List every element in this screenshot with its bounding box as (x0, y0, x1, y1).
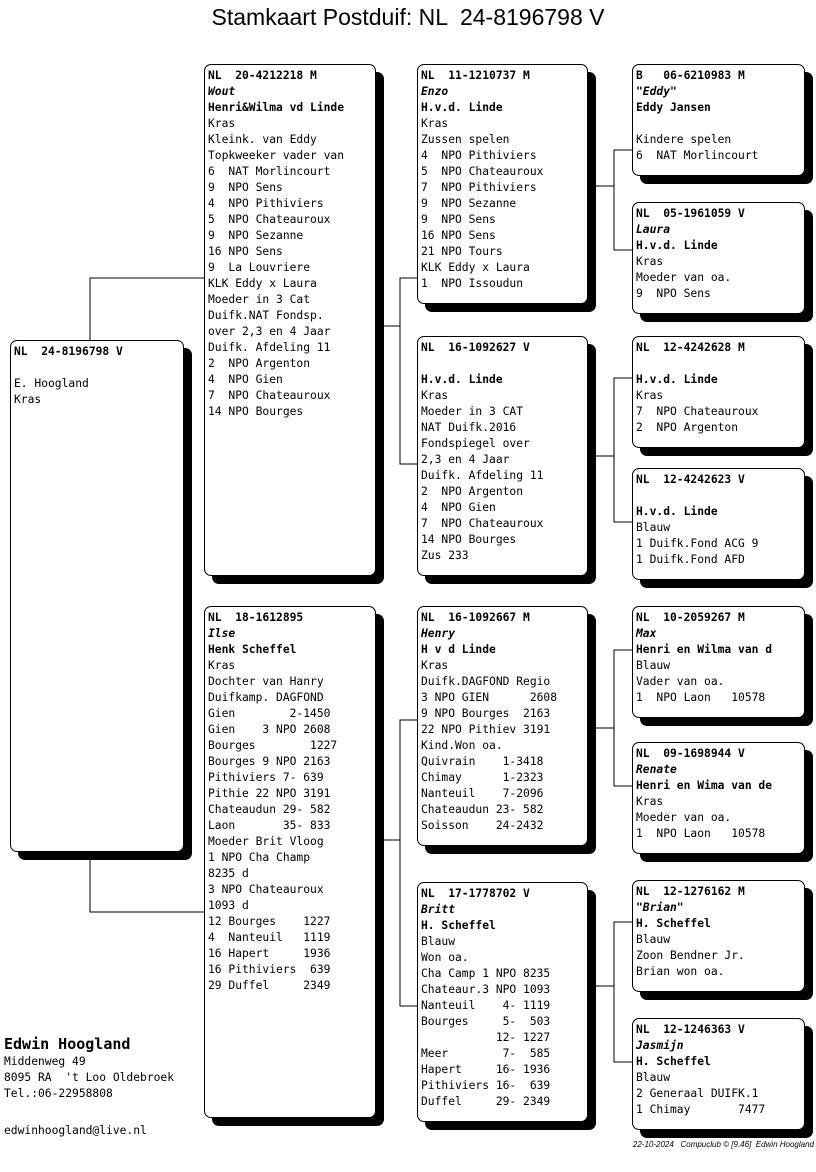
pigeon-card-mother (204, 606, 376, 1118)
info-line: 1 Duifk.Fond AFD (636, 553, 745, 566)
info-line: Moeder in 3 CAT (421, 405, 524, 418)
info-line: Gien 2-1450 (208, 707, 331, 720)
ring-number: NL 12-1276162 M (636, 885, 745, 898)
info-line: 2 Generaal DUIFK.1 (636, 1087, 759, 1100)
info-line: 3 NPO Chateauroux (208, 883, 324, 896)
info-line: Kras (636, 255, 664, 268)
info-line: Pithiviers 7- 639 (208, 771, 324, 784)
pigeon-name (636, 356, 801, 372)
info-line: Moeder van oa. (636, 271, 732, 284)
info-line: Kind.Won oa. (421, 739, 503, 752)
breeder-name: H.v.d. Linde (421, 101, 503, 114)
info-line: 4 NPO Gien (208, 373, 283, 386)
info-line: over 2,3 en 4 Jaar (208, 325, 331, 338)
breeder-name: H. Scheffel (421, 919, 496, 932)
info-line: 16 NPO Sens (208, 245, 283, 258)
pigeon-name: Henry (421, 627, 456, 640)
info-line: Vader van oa. (636, 675, 725, 688)
info-line: Bourges 5- 503 (421, 1015, 551, 1028)
info-line: Topkweeker vader van (208, 149, 345, 162)
ring-number: NL 12-4242623 V (636, 473, 745, 486)
pigeon-card-mother-mother (417, 882, 588, 1122)
pigeon-card-fmf (632, 336, 805, 448)
info-line: Duifk. Afdeling 11 (421, 469, 544, 482)
info-line: 9 NPO Sens (636, 287, 711, 300)
owner-address-line: Middenweg 49 (4, 1055, 86, 1068)
info-line: 7 NPO Chateauroux (636, 405, 759, 418)
breeder-name: Eddy Jansen (636, 101, 711, 114)
info-line: Duffel 29- 2349 (421, 1095, 551, 1108)
info-line: 9 La Louvriere (208, 261, 311, 274)
breeder-name: H.v.d. Linde (636, 373, 718, 386)
info-line: 29 Duffel 2349 (208, 979, 331, 992)
pigeon-name: Wout (208, 85, 236, 98)
info-line: Blauw (636, 933, 671, 946)
info-line: Kindere spelen (636, 133, 732, 146)
breeder-name: Henri en Wilma van d (636, 643, 773, 656)
info-line: 16 Pithiviers 639 (208, 963, 331, 976)
ring-number: NL 12-4242628 M (636, 341, 745, 354)
pigeon-card-father-mother (417, 336, 588, 576)
breeder-name: H. Scheffel (636, 917, 711, 930)
info-line: NAT Duifk.2016 (421, 421, 517, 434)
pigeon-name (421, 356, 584, 372)
info-line: Duifk. Afdeling 11 (208, 341, 331, 354)
info-line: Kras (636, 389, 664, 402)
pigeon-name: Laura (636, 223, 671, 236)
pigeon-name: Enzo (421, 85, 449, 98)
info-line: Chateaur.3 NPO 1093 (421, 983, 551, 996)
ring-number: NL 17-1778702 V (421, 887, 530, 900)
info-line: Soisson 24-2432 (421, 819, 544, 832)
breeder-name: Henri en Wima van de (636, 779, 773, 792)
info-line: Bourges 9 NPO 2163 (208, 755, 331, 768)
pigeon-card-mother-father (417, 606, 588, 846)
info-line: Pithie 22 NPO 3191 (208, 787, 331, 800)
ring-number: NL 20-4212218 M (208, 69, 317, 82)
info-line: Duifk.NAT Fondsp. (208, 309, 324, 322)
info-line: Won oa. (421, 951, 469, 964)
info-line: Duifkamp. DAGFOND (208, 691, 324, 704)
info-line: 5 NPO Chateauroux (208, 213, 331, 226)
info-line: Kras (421, 389, 449, 402)
info-line: 9 NPO Sens (421, 213, 496, 226)
info-line: 1 NPO Laon 10578 (636, 827, 766, 840)
info-line: Pithiviers 16- 639 (421, 1079, 551, 1092)
info-line: Kras (421, 117, 449, 130)
owner-info (4, 1034, 175, 1137)
pigeon-name: Renate (636, 763, 677, 776)
ring-number: NL 24-8196798 V (14, 345, 123, 358)
info-line: 6 NAT Morlincourt (208, 165, 331, 178)
info-line: 22 NPO Pithiev 3191 (421, 723, 551, 736)
pigeon-card-fmm (632, 468, 805, 580)
info-line: Kras (208, 117, 236, 130)
info-line: Nanteuil 7-2096 (421, 787, 544, 800)
pigeon-name: Britt (421, 903, 456, 916)
info-line: Hapert 16- 1936 (421, 1063, 551, 1076)
pigeon-name: Max (636, 627, 657, 640)
info-line: 2 NPO Argenton (208, 357, 311, 370)
ring-number: NL 18-1612895 (208, 611, 304, 624)
info-line: 4 NPO Pithiviers (208, 197, 324, 210)
info-line: Kras (208, 659, 236, 672)
info-line: Zussen spelen (421, 133, 510, 146)
info-line: Kras (636, 795, 664, 808)
pigeon-card-mmf (632, 880, 805, 992)
info-line: 9 NPO Sens (208, 181, 283, 194)
breeder-name: H.v.d. Linde (636, 239, 718, 252)
info-line: 9 NPO Bourges 2163 (421, 707, 551, 720)
owner-email: edwinhoogland@live.nl (4, 1124, 147, 1137)
info-line: 2 NPO Argenton (636, 421, 739, 434)
info-line: Zus 233 (421, 549, 469, 562)
pigeon-name: Jasmijn (636, 1039, 684, 1052)
info-line: 7 NPO Chateauroux (208, 389, 331, 402)
info-line: 1 NPO Issoudun (421, 277, 524, 290)
info-line: KLK Eddy x Laura (208, 277, 317, 290)
info-line: Cha Camp 1 NPO 8235 (421, 967, 551, 980)
breeder-name: H v d Linde (421, 643, 496, 656)
info-line: Meer 7- 585 (421, 1047, 551, 1060)
page-title: Stamkaart Postduif: NL 24-8196798 V (211, 4, 605, 30)
info-line: 12- 1227 (421, 1031, 551, 1044)
info-line: Quivrain 1-3418 (421, 755, 544, 768)
info-line: 9 NPO Sezanne (421, 197, 517, 210)
pigeon-name (14, 360, 180, 376)
info-line: Blauw (421, 935, 456, 948)
info-line: 14 NPO Bourges (208, 405, 304, 418)
info-line: Blauw (636, 659, 671, 672)
info-line: Moeder Brit Vloog (208, 835, 324, 848)
info-line: Kras (421, 659, 449, 672)
pigeon-card-subject (10, 340, 184, 852)
pigeon-card-fff (632, 64, 805, 176)
info-line: 8235 d (208, 867, 249, 880)
info-line: 1 NPO Laon 10578 (636, 691, 766, 704)
breeder-name: E. Hoogland (14, 377, 89, 390)
ring-number: NL 05-1961059 V (636, 207, 745, 220)
pigeon-card-mff (632, 606, 805, 718)
breeder-name: Henri&Wilma vd Linde (208, 101, 345, 114)
info-line: Gien 3 NPO 2608 (208, 723, 331, 736)
pigeon-card-mfm (632, 742, 805, 854)
pigeon-name (636, 488, 801, 504)
pigeon-card-father-father (417, 64, 588, 304)
info-line: Dochter van Hanry (208, 675, 324, 688)
info-line: 4 NPO Pithiviers (421, 149, 537, 162)
info-line: Blauw (636, 521, 671, 534)
info-line (636, 116, 801, 132)
info-line: 9 NPO Sezanne (208, 229, 304, 242)
info-line: Fondspiegel over (421, 437, 530, 450)
footer-credit: 22-10-2024 Compuclub © [9.46] Edwin Hoogland (632, 1140, 814, 1149)
info-line: 7 NPO Chateauroux (421, 517, 544, 530)
info-line: 3 NPO GIEN 2608 (421, 691, 558, 704)
info-line: 1 Duifk.Fond ACG 9 (636, 537, 759, 550)
info-line: 16 Hapert 1936 (208, 947, 331, 960)
info-line: Moeder van oa. (636, 811, 732, 824)
info-line: 1093 d (208, 899, 249, 912)
owner-address-line: 8095 RA 't Loo Oldebroek (4, 1071, 175, 1084)
pigeon-name: "Brian" (636, 901, 684, 914)
info-line: Zoon Bendner Jr. (636, 949, 745, 962)
info-line: Duifk.DAGFOND Regio (421, 675, 551, 688)
info-line: 2,3 en 4 Jaar (421, 453, 510, 466)
info-line: Blauw (636, 1071, 671, 1084)
breeder-name: H.v.d. Linde (636, 505, 718, 518)
info-line: 21 NPO Tours (421, 245, 503, 258)
owner-phone: Tel.:06-22958808 (4, 1087, 113, 1100)
ring-number: B 06-6210983 M (636, 69, 745, 82)
info-line: 16 NPO Sens (421, 229, 496, 242)
info-line: 7 NPO Pithiviers (421, 181, 537, 194)
info-line: Moeder in 3 Cat (208, 293, 311, 306)
owner-name: Edwin Hoogland (4, 1035, 131, 1053)
ring-number: NL 16-1092627 V (421, 341, 530, 354)
info-line: 1 Chimay 7477 (636, 1103, 766, 1116)
pigeon-name: Ilse (208, 627, 236, 640)
breeder-name: H. Scheffel (636, 1055, 711, 1068)
ring-number: NL 09-1698944 V (636, 747, 745, 760)
breeder-name: H.v.d. Linde (421, 373, 503, 386)
info-line: Kras (14, 393, 42, 406)
info-line: 14 NPO Bourges (421, 533, 517, 546)
info-line: Brian won oa. (636, 965, 725, 978)
info-line: 6 NAT Morlincourt (636, 149, 759, 162)
info-line: Laon 35- 833 (208, 819, 331, 832)
info-line: KLK Eddy x Laura (421, 261, 530, 274)
info-line: 4 Nanteuil 1119 (208, 931, 331, 944)
breeder-name: Henk Scheffel (208, 643, 297, 656)
info-line: Chateaudun 23- 582 (421, 803, 544, 816)
info-line: Chimay 1-2323 (421, 771, 544, 784)
pigeon-card-father (204, 64, 376, 576)
ring-number: NL 10-2059267 M (636, 611, 745, 624)
ring-number: NL 12-1246363 V (636, 1023, 745, 1036)
ring-number: NL 11-1210737 M (421, 69, 530, 82)
info-line: 12 Bourges 1227 (208, 915, 331, 928)
pigeon-card-ffm (632, 202, 805, 314)
info-line: Chateaudun 29- 582 (208, 803, 331, 816)
info-line: Kleink. van Eddy (208, 133, 317, 146)
info-line: Bourges 1227 (208, 739, 338, 752)
pigeon-name: "Eddy" (636, 85, 677, 98)
ring-number: NL 16-1092667 M (421, 611, 530, 624)
info-line: Nanteuil 4- 1119 (421, 999, 551, 1012)
pigeon-card-mmm (632, 1018, 805, 1130)
info-line: 2 NPO Argenton (421, 485, 524, 498)
info-line: 5 NPO Chateauroux (421, 165, 544, 178)
info-line: 1 NPO Cha Champ (208, 851, 311, 864)
info-line: 4 NPO Gien (421, 501, 496, 514)
